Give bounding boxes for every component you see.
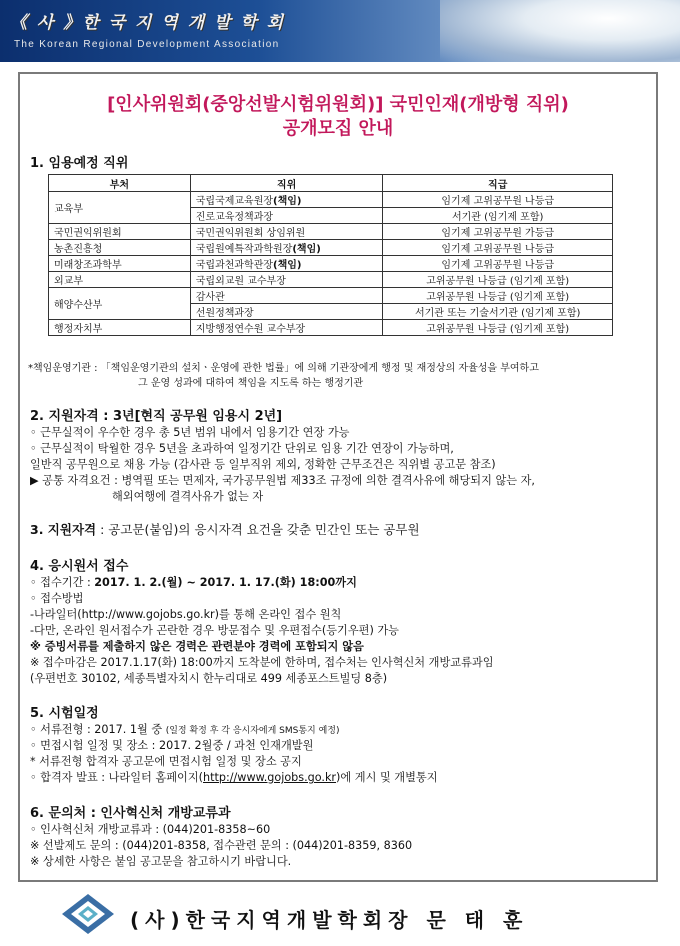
document-screening — [30, 721, 340, 737]
header-grade: 직급 — [383, 175, 613, 192]
grade-cell: 임기제 고위공무원 나등급 — [383, 240, 613, 256]
table-row — [49, 288, 613, 304]
section-3-text: : 공고문(붙임)의 응시자격 요건을 갖춘 민간인 또는 공무원 — [96, 522, 420, 537]
grade-cell: 고위공무원 나등급 (임기제 포함) — [383, 320, 613, 336]
section-3-heading: 3. 지원자격 — [30, 522, 97, 537]
contact-line: ◦ 인사혁신처 개방교류과 : (044)201-8358~60 — [30, 823, 271, 836]
section-2-line: ▶ 공통 자격요건 : 병역필 또는 면제자, 국가공무원법 제33조 규정에 의한 결격사유에 해당되지 않는 자, — [30, 474, 535, 487]
section-2-line: 해외여행에 결격사유가 없는 자 — [112, 490, 264, 503]
grade-cell: 서기관 (임기제 포함) — [383, 208, 613, 224]
section-1-heading: 1. 임용예정 직위 — [30, 156, 129, 171]
section-4-line: -다만, 온라인 원서접수가 곤란한 경우 방문접수 및 우편접수(등기우편) 가능 — [30, 624, 399, 637]
table-row — [49, 272, 613, 288]
passers-note: * 서류전형 합격자 공고문에 면접시험 일정 및 장소 공지 — [30, 755, 302, 768]
header-banner — [0, 0, 680, 62]
header-ministry: 부처 — [49, 175, 191, 192]
table-row — [49, 256, 613, 272]
table-footnote: *책임운영기관 : 「책임운영기관의 설치ㆍ운영에 관한 법률」에 의해 기관장에게 행정 및 재정상의 자율성을 부여하고 — [28, 363, 539, 374]
section-2-line: 일반직 공무원으로 채용 가능 (감사관 등 일부직위 제외, 정확한 근무조건은 직위별 공고문 참조) — [30, 458, 496, 471]
signature-text: (사)한국지역개발학회장 문 태 훈 — [130, 908, 529, 932]
section-2-heading: 2. 지원자격 : 3년[현직 공무원 임용시 2년] — [30, 409, 283, 424]
interview-schedule: ◦ 면접시험 일정 및 장소 : 2017. 2월중 / 과천 인재개발원 — [30, 739, 314, 752]
ministry-cell: 외교부 — [49, 272, 191, 288]
announce-suffix: )에 게시 및 개별통지 — [336, 771, 438, 784]
snow-trees-image — [440, 0, 680, 62]
table-row — [49, 192, 613, 208]
positions-table — [48, 174, 613, 336]
notice-title: [인사위원회(중앙선발시험위원회)] 국민인재(개방형 직위) — [107, 94, 569, 115]
notice-subtitle: 공개모집 안내 — [282, 118, 394, 139]
section-6-heading: 6. 문의처 : 인사혁신처 개방교류과 — [30, 806, 231, 821]
table-row — [49, 320, 613, 336]
header-position: 직위 — [190, 175, 383, 192]
period-value: 2017. 1. 2.(월) ~ 2017. 1. 17.(화) 18:00까지 — [94, 576, 357, 589]
section-5-heading: 5. 시험일정 — [30, 706, 99, 721]
deadline-note: ※ 접수마감은 2017.1.17(화) 18:00까지 도착분에 한하며, 접수처는 인사혁신처 개방교류과임 — [30, 656, 494, 669]
ministry-cell: 농촌진흥청 — [49, 240, 191, 256]
table-footnote-cont: 그 운영 성과에 대하여 책임을 지도록 하는 행정기관 — [138, 378, 364, 389]
section-2-line: ◦ 근무실적이 우수한 경우 총 5년 범위 내에서 임용기간 연장 가능 — [30, 426, 350, 439]
ministry-cell: 교육부 — [49, 192, 191, 224]
contact-line: ※ 선발제도 문의 : (044)201-8358, 접수관련 문의 : (044)201-8359, 8360 — [30, 839, 413, 852]
gojobs-link[interactable]: http://www.gojobs.go.kr — [203, 771, 337, 784]
doc-screen-small: (일정 확정 후 각 응시자에게 SMS통지 예정) — [165, 726, 340, 736]
position-cell: 국민권익위원회 상임위원 — [190, 224, 383, 240]
ministry-cell: 해양수산부 — [49, 288, 191, 320]
table-row — [49, 240, 613, 256]
section-4-line: -나라일터(http://www.gojobs.go.kr)를 통해 온라인 접수 원칙 — [30, 608, 342, 621]
position-cell: 국립원예특작과학원장(책임) — [190, 240, 383, 256]
ministry-cell: 행정자치부 — [49, 320, 191, 336]
grade-cell: 임기제 고위공무원 나등급 — [383, 256, 613, 272]
position-cell: 국립외교원 교수부장 — [190, 272, 383, 288]
association-logo-icon — [60, 892, 116, 936]
grade-cell: 임기제 고위공무원 가등급 — [383, 224, 613, 240]
section-4-heading: 4. 응시원서 접수 — [30, 559, 129, 574]
section-3 — [30, 520, 420, 538]
evidence-note: ※ 증빙서류를 제출하지 않은 경력은 관련분야 경력에 포함되지 않음 — [30, 640, 364, 653]
grade-cell: 임기제 고위공무원 나등급 — [383, 192, 613, 208]
application-period — [30, 574, 357, 590]
position-cell: 감사관 — [190, 288, 383, 304]
section-2-line: ◦ 근무실적이 탁월한 경우 5년을 초과하여 일정기간 단위로 임용 기간 연장이 가능하며, — [30, 442, 454, 455]
grade-cell: 서기관 또는 기술서기관 (임기제 포함) — [383, 304, 613, 320]
ministry-cell: 국민권익위원회 — [49, 224, 191, 240]
footer-signature — [0, 900, 680, 940]
ministry-cell: 미래창조과학부 — [49, 256, 191, 272]
position-cell: 국립과천과학관장(책임) — [190, 256, 383, 272]
period-label: ◦ 접수기간 : — [30, 576, 95, 589]
announcement — [30, 769, 438, 785]
position-cell: 선원정책과장 — [190, 304, 383, 320]
grade-cell: 고위공무원 나등급 (임기제 포함) — [383, 288, 613, 304]
position-cell: 지방행정연수원 교수부장 — [190, 320, 383, 336]
mailing-address: (우편번호 30102, 세종특별자치시 한누리대로 499 세종포스트빌딩 8층) — [30, 672, 388, 685]
position-cell: 국립국제교육원장(책임) — [190, 192, 383, 208]
doc-screen-text: ◦ 서류전형 : 2017. 1월 중 — [30, 723, 166, 736]
association-name-english: The Korean Regional Development Association — [14, 39, 280, 50]
section-4-line: ◦ 접수방법 — [30, 592, 84, 605]
table-row — [49, 224, 613, 240]
position-cell: 진로교육정책과장 — [190, 208, 383, 224]
contact-line: ※ 상세한 사항은 붙임 공고문을 참고하시기 바랍니다. — [30, 855, 292, 868]
association-name-korean: 《 사 》한 국 지 역 개 발 학 회 — [10, 13, 286, 33]
announce-prefix: ◦ 합격자 발표 : 나라일터 홈페이지( — [30, 771, 204, 784]
grade-cell: 고위공무원 나등급 (임기제 포함) — [383, 272, 613, 288]
table-header-row — [49, 175, 613, 192]
